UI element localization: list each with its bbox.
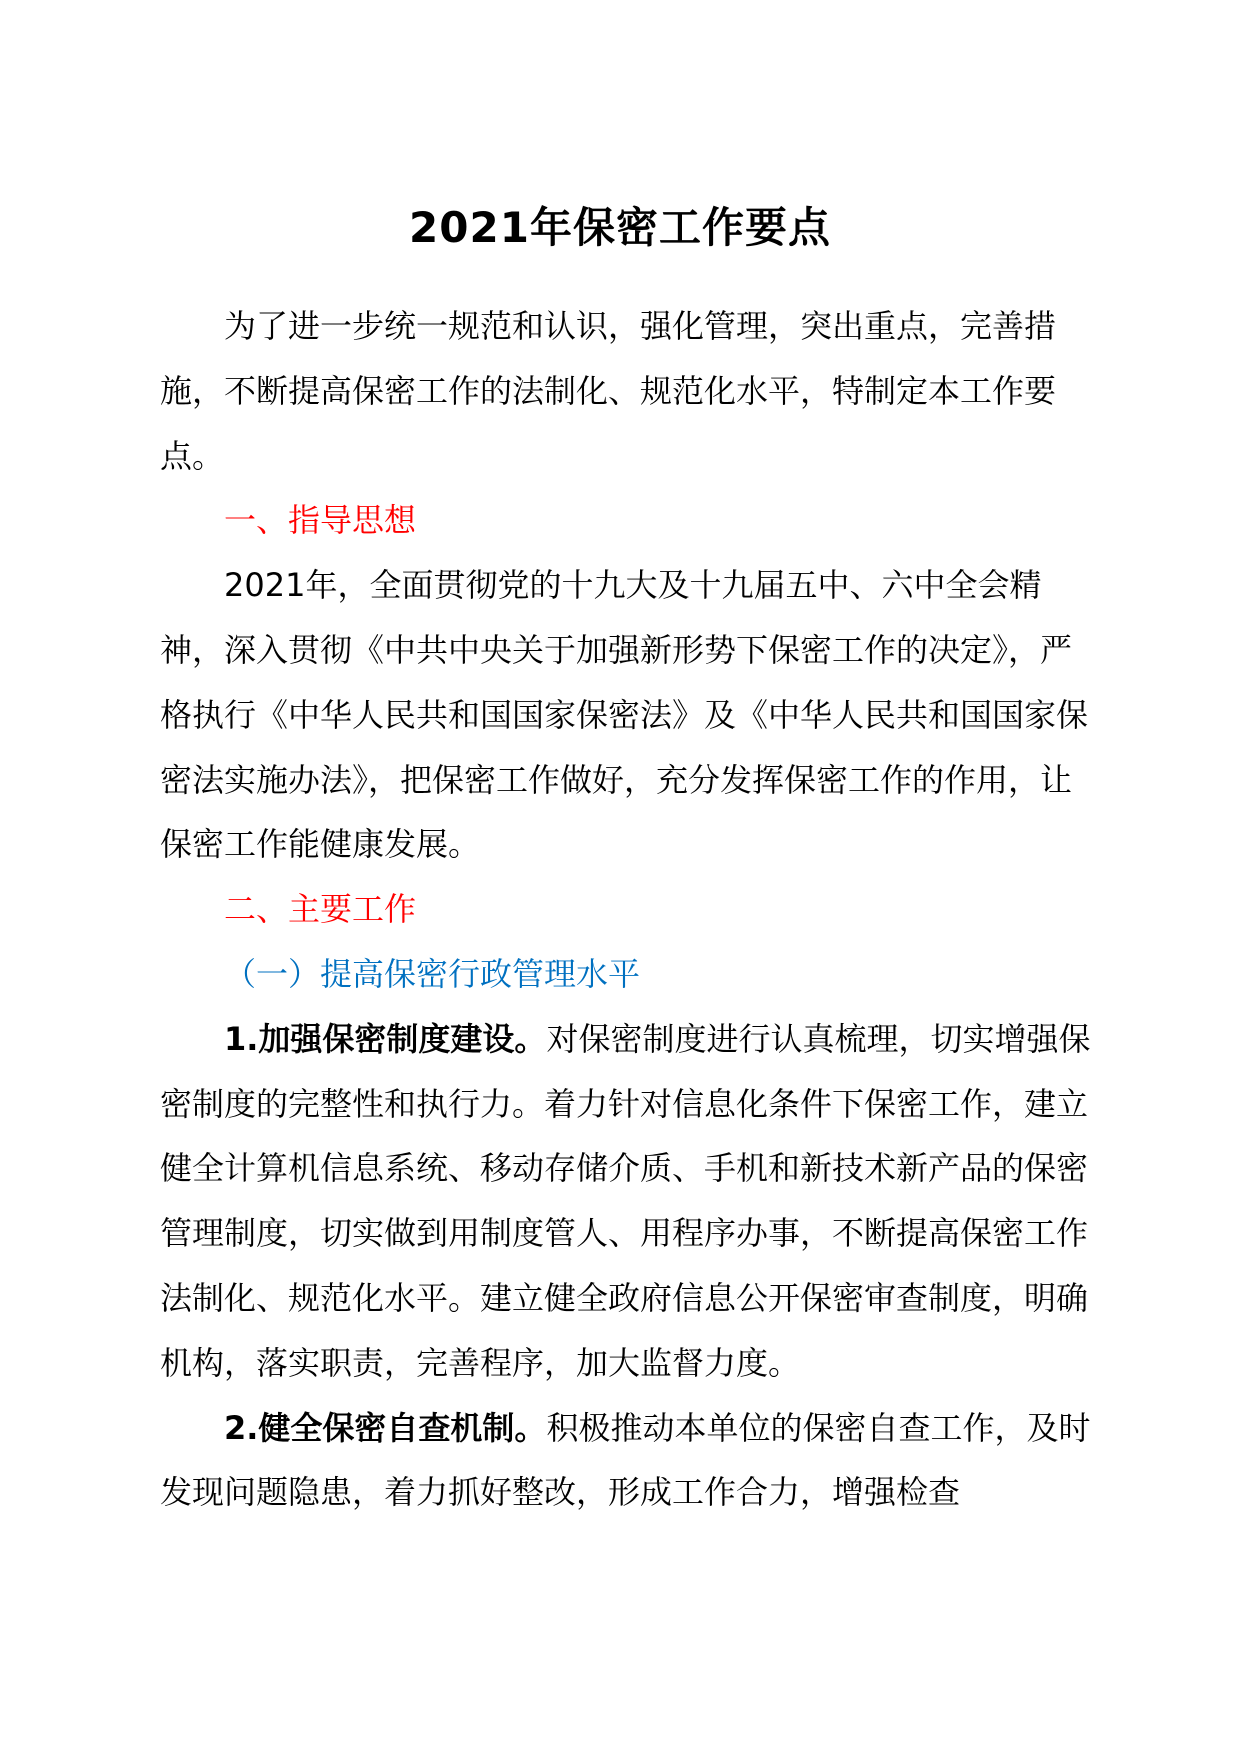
guiding-ideology-paragraph: 2021年，全面贯彻党的十九大及十九届五中、六中全会精神，深入贯彻《中共中央关于加强新形势下保密工作的决定》，严格执行《中华人民共和国国家保密法》及《中华人民共和国国家保密法实施办法》，把保密工作做好，充分发挥保密工作的作用，让保密工作能健康发展。 [160, 566, 1089, 864]
document-title: 2021年保密工作要点 [409, 203, 831, 252]
section-heading-guiding-ideology: 一、指导思想 [224, 501, 417, 540]
item-1-lead: 1.加强保密制度建设。 [224, 1019, 547, 1058]
item-2-text: 积极推动本单位的保密自查工作，及时发现问题隐患，着力抓好整改，形成工作合力，增强检查 [160, 1408, 1091, 1512]
item-2-paragraph [160, 1396, 1100, 1526]
item-2-lead: 2.健全保密自查机制。 [224, 1408, 547, 1447]
item-1-text: 对保密制度进行认真梳理，切实增强保密制度的完整性和执行力。着力针对信息化条件下保密工作，建立健全计算机信息系统、移动存储介质、手机和新技术新产品的保密管理制度，切实做到用制度管人、用程序办事，不断提高保密工作法制化、规范化水平。建立健全政府信息公开保密审查制度，明确机构，落实职责，完善程序，加大监督力度。 [160, 1019, 1091, 1382]
intro-paragraph: 为了进一步统一规范和认识，强化管理，突出重点，完善措施，不断提高保密工作的法制化、规范化水平，特制定本工作要点。 [160, 307, 1057, 475]
section-heading-main-work: 二、主要工作 [224, 890, 417, 929]
document-body [160, 294, 1100, 1525]
item-1-paragraph [160, 1007, 1100, 1396]
subheading-administrative-management: （一）提高保密行政管理水平 [224, 954, 641, 993]
